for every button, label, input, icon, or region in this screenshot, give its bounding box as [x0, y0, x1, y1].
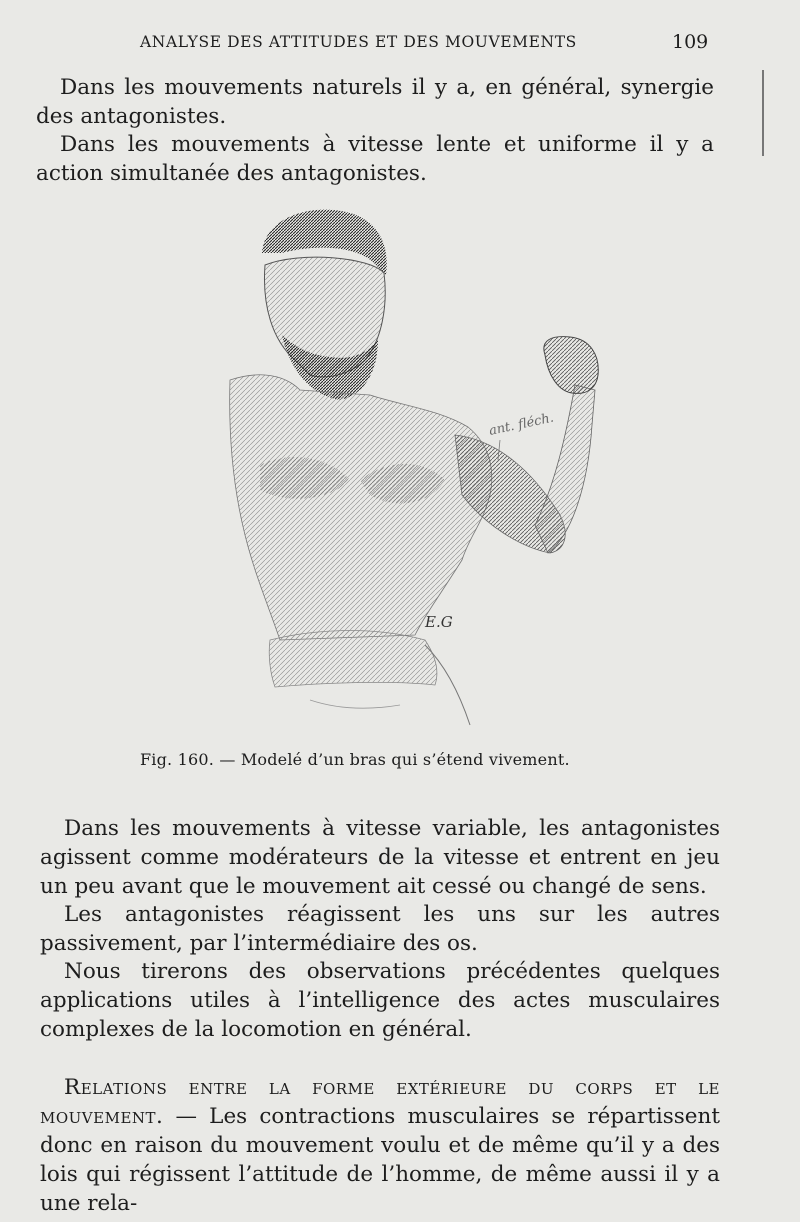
- paragraph-slow-movements: Dans les mouvements à vitesse lente et uniforme il y a action simultanée des antagonistes.: [36, 132, 714, 186]
- figure-illustration: [200, 195, 620, 735]
- paragraph-relations: [40, 1073, 720, 1218]
- section-heading: Relations entre la forme extérieure du corps et le mouvement.: [40, 1075, 720, 1129]
- margin-mark: [762, 70, 764, 156]
- artist-initials: E.G: [425, 613, 453, 631]
- figure-caption: Fig. 160. — Modelé d’un bras qui s’étend vivement.: [140, 750, 570, 769]
- paragraph-passive-reaction: Les antagonistes réagissent les uns sur les autres passivement, par l’intermédiaire des os.: [40, 902, 720, 956]
- page-number: 109: [672, 31, 709, 53]
- paragraph-variable-speed: Dans les mouvements à vitesse variable, les antagonistes agissent comme modérateurs de la vitesse et entrent en jeu un peu avant que le mouvement ait cessé ou changé de sens.: [40, 816, 720, 899]
- figure-fist: [544, 337, 598, 394]
- running-header: ANALYSE DES ATTITUDES ET DES MOUVEMENTS: [140, 33, 577, 51]
- figure-forearm: [535, 385, 595, 553]
- paragraph-observations: Nous tirerons des observations précédentes quelques applications utiles à l’intelligence des actes musculaires complexes de la locomotion en général.: [40, 959, 720, 1042]
- handwritten-annotation: ant. fléch.: [487, 410, 556, 439]
- figure-torso: [230, 375, 492, 640]
- figure-waistcloth: [269, 631, 437, 687]
- section-body: — Les contractions musculaires se répartissent donc en raison du mouvement voulu et de même qu’il y a des lois qui régissent l’attitude de l’homme, de même aussi il y a une rela-: [40, 1104, 720, 1216]
- paragraph-synergy: Dans les mouvements naturels il y a, en général, synergie des antagonistes.: [36, 75, 714, 129]
